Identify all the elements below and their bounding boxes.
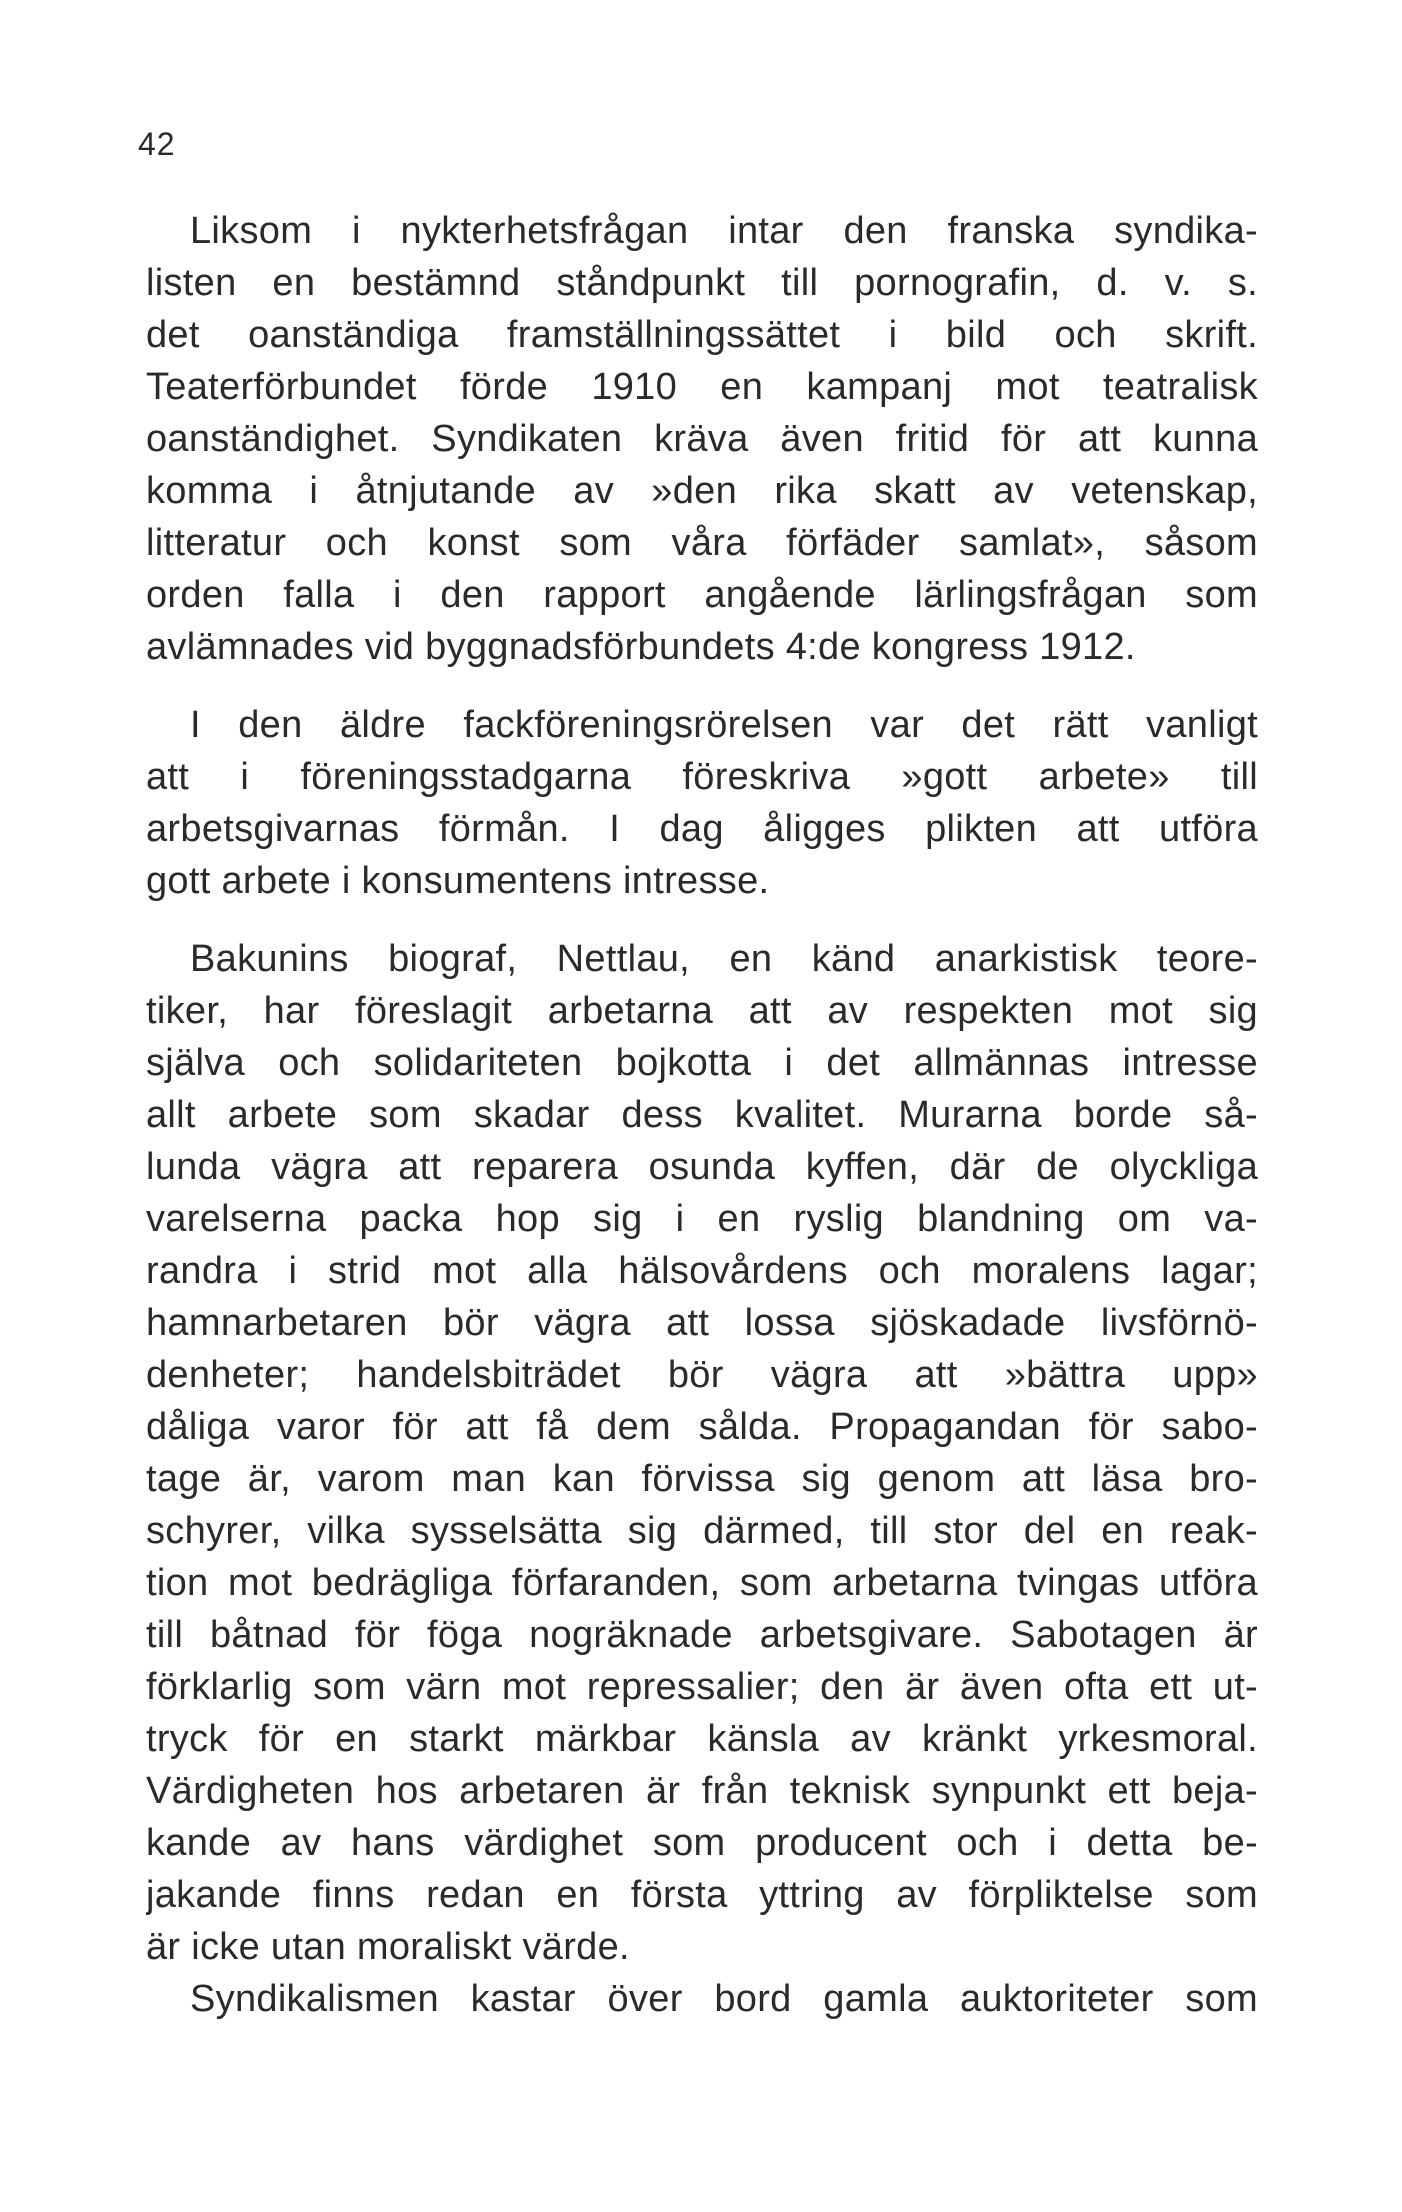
text-line: tiker, har föreslagit arbetarna att av respekten mot sig bbox=[146, 990, 1258, 1032]
text-line: själva och solidariteten bojkotta i det allmännas intresse bbox=[146, 1042, 1258, 1084]
text-line: Syndikalismen kastar över bord gamla auktoriteter som bbox=[190, 1978, 1258, 2020]
text-line: förklarlig som värn mot repressalier; den är även ofta ett ut- bbox=[146, 1666, 1258, 1708]
text-line: litteratur och konst som våra förfäder samlat», såsom bbox=[146, 522, 1258, 564]
text-line: Teaterförbundet förde 1910 en kampanj mot teatralisk bbox=[146, 366, 1258, 408]
text-line: allt arbete som skadar dess kvalitet. Murarna borde så- bbox=[146, 1094, 1258, 1136]
page-number: 42 bbox=[138, 126, 176, 162]
text-line: varelserna packa hop sig i en ryslig blandning om va- bbox=[146, 1198, 1258, 1240]
text-line: arbetsgivarnas förmån. I dag åligges plikten att utföra bbox=[146, 808, 1258, 850]
text-line: är icke utan moraliskt värde. bbox=[146, 1926, 630, 1968]
text-line: jakande finns redan en första yttring av förpliktelse som bbox=[146, 1874, 1258, 1916]
text-line: listen en bestämnd ståndpunkt till pornografin, d. v. s. bbox=[146, 262, 1258, 304]
paragraph bbox=[146, 1973, 1258, 2025]
text-line: Värdigheten hos arbetaren är från teknisk synpunkt ett beja- bbox=[146, 1770, 1258, 1812]
text-line: Liksom i nykterhetsfrågan intar den franska syndika- bbox=[190, 210, 1258, 252]
text-line: denheter; handelsbiträdet bör vägra att »bättra upp» bbox=[146, 1354, 1258, 1396]
text-line: det oanständiga framställningssättet i bild och skrift. bbox=[146, 314, 1258, 356]
text-line: kande av hans värdighet som producent och i detta be- bbox=[146, 1822, 1258, 1864]
text-line: I den äldre fackföreningsrörelsen var det rätt vanligt bbox=[190, 704, 1258, 746]
text-line: att i föreningsstadgarna föreskriva »gott arbete» till bbox=[146, 756, 1258, 798]
text-line: gott arbete i konsumentens intresse. bbox=[146, 860, 770, 902]
text-line: tion mot bedrägliga förfaranden, som arbetarna tvingas utföra bbox=[146, 1562, 1258, 1604]
text-line: avlämnades vid byggnadsförbundets 4:de kongress 1912. bbox=[146, 626, 1136, 668]
text-line: tage är, varom man kan förvissa sig genom att läsa bro- bbox=[146, 1458, 1258, 1500]
text-line: randra i strid mot alla hälsovårdens och moralens lagar; bbox=[146, 1250, 1258, 1292]
text-line: tryck för en starkt märkbar känsla av kränkt yrkesmoral. bbox=[146, 1718, 1258, 1760]
body-text bbox=[146, 205, 1258, 2025]
text-line: lunda vägra att reparera osunda kyffen, där de olyckliga bbox=[146, 1146, 1258, 1188]
text-line: till båtnad för föga nogräknade arbetsgivare. Sabotagen är bbox=[146, 1614, 1258, 1656]
text-line: komma i åtnjutande av »den rika skatt av vetenskap, bbox=[146, 470, 1258, 512]
paragraph bbox=[146, 933, 1258, 1973]
text-line: oanständighet. Syndikaten kräva även fritid för att kunna bbox=[146, 418, 1258, 460]
text-line: dåliga varor för att få dem sålda. Propagandan för sabo- bbox=[146, 1406, 1258, 1448]
text-line: orden falla i den rapport angående lärlingsfrågan som bbox=[146, 574, 1258, 616]
paragraph bbox=[146, 205, 1258, 673]
text-line: Bakunins biograf, Nettlau, en känd anarkistisk teore- bbox=[190, 938, 1258, 980]
paragraph bbox=[146, 699, 1258, 907]
text-line: schyrer, vilka sysselsätta sig därmed, till stor del en reak- bbox=[146, 1510, 1258, 1552]
text-line: hamnarbetaren bör vägra att lossa sjöskadade livsförnö- bbox=[146, 1302, 1258, 1344]
